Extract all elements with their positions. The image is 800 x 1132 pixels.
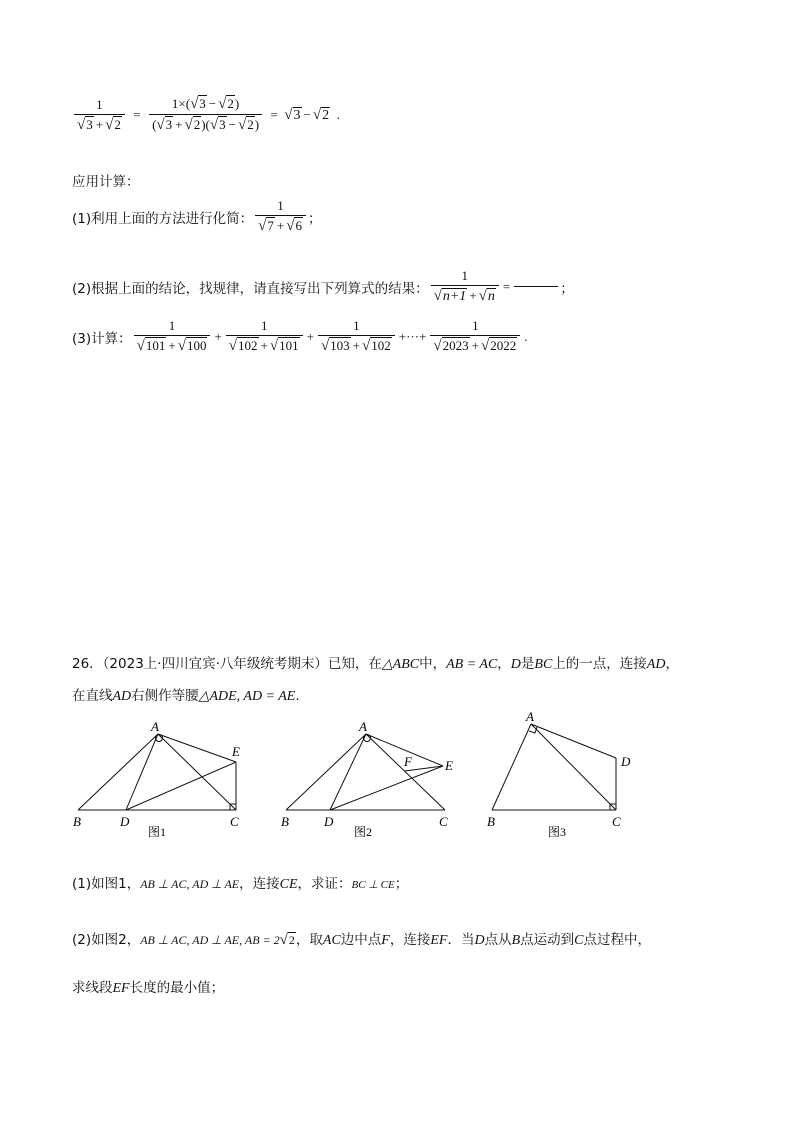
point-label-c: C	[439, 814, 448, 829]
sub-question-2-line-2: 求线段EF长度的最小值；	[72, 980, 225, 996]
segment-ab	[492, 724, 531, 810]
series-term: $\frac{1}{√101 + √100}$	[134, 318, 211, 355]
question-3: (3)计算： $\frac{1}{√101 + √100}$ + $\frac{1}{√102 + √101}$ + $\frac{1}{√103 + √102}$ +···+ $\frac{1}{√2023 + √2022}$ .	[72, 318, 528, 354]
question-2-fraction: $\frac{1}{√n+1 + √n}$	[431, 268, 499, 305]
question-1: (1)利用上面的方法进行化简： $\frac{1}{√7 + √6}$ ；	[72, 198, 322, 234]
question-2: (2)根据上面的结论，找规律，请直接写出下列算式的结果： $\frac{1}{√n+1 + √n}$ = ；	[72, 268, 574, 304]
point-label-a: A	[526, 709, 534, 724]
point-label-e: E	[232, 744, 240, 759]
intro-result: √3 − √2	[284, 107, 330, 123]
figure-1-caption: 图1	[148, 825, 167, 839]
point-label-b: B	[487, 814, 495, 829]
problem-26-line-1: 26．（2023上·四川宜宾·八年级统考期末）已知，在△ABC中，AB = AC，D是BC上的一点，连接AD，	[72, 656, 679, 672]
point-label-d: D	[621, 754, 631, 769]
intro-formula: $\frac{1}{√3 + √2}$ = $\frac{1\times(√3 - √2)}{(√3 + √2)(√3 - √2)}$ = √3 − √2 .	[72, 96, 342, 134]
segment-ac	[531, 724, 616, 810]
figure-3-caption: 图3	[548, 825, 567, 839]
sub-question-2-line-1: (2)如图2，AB ⊥ AC, AD ⊥ AE, AB = 2√2，取AC边中点F，连接EF．当D点从B点运动到C点过程中，	[72, 932, 651, 948]
point-label-a: A	[359, 719, 367, 734]
series-term: $\frac{1}{√102 + √101}$	[226, 318, 303, 355]
question-1-label: (1)利用上面的方法进行化简：	[72, 210, 254, 227]
sub-question-1: (1)如图1，AB ⊥ AC, AD ⊥ AE，连接CE，求证：BC ⊥ CE；	[72, 876, 409, 892]
series-ellipsis: +···+	[398, 328, 427, 344]
segment-ad	[531, 724, 616, 758]
question-3-label: (3)计算：	[72, 330, 132, 347]
point-label-d: D	[120, 814, 130, 829]
figure-2-caption: 图2	[354, 825, 373, 839]
point-label-b: B	[73, 814, 81, 829]
problem-26-line-2: 在直线AD右侧作等腰△ADE, AD = AE.	[72, 688, 300, 704]
point-label-c: C	[230, 814, 239, 829]
question-2-label: (2)根据上面的结论，找规律，请直接写出下列算式的结果：	[72, 280, 429, 297]
question-1-fraction: $\frac{1}{√7 + √6}$	[255, 198, 306, 235]
point-label-a: A	[151, 719, 159, 734]
series-term: $\frac{1}{√103 + √102}$	[318, 318, 395, 355]
apply-heading: 应用计算：	[72, 174, 140, 190]
intro-mid-fraction: $\frac{1\times(√3 - √2)}{(√3 + √2)(√3 - √2)}$	[149, 96, 262, 134]
point-label-e: E	[445, 758, 453, 773]
intro-lhs-fraction: $\frac{1}{√3 + √2}$	[74, 97, 125, 134]
point-label-c: C	[612, 814, 621, 829]
point-label-f: F	[404, 754, 412, 769]
point-label-d: D	[324, 814, 334, 829]
point-label-b: B	[281, 814, 289, 829]
right-angle-mark	[529, 727, 537, 733]
series-term: $\frac{1}{√2023 + √2022}$	[430, 318, 520, 355]
